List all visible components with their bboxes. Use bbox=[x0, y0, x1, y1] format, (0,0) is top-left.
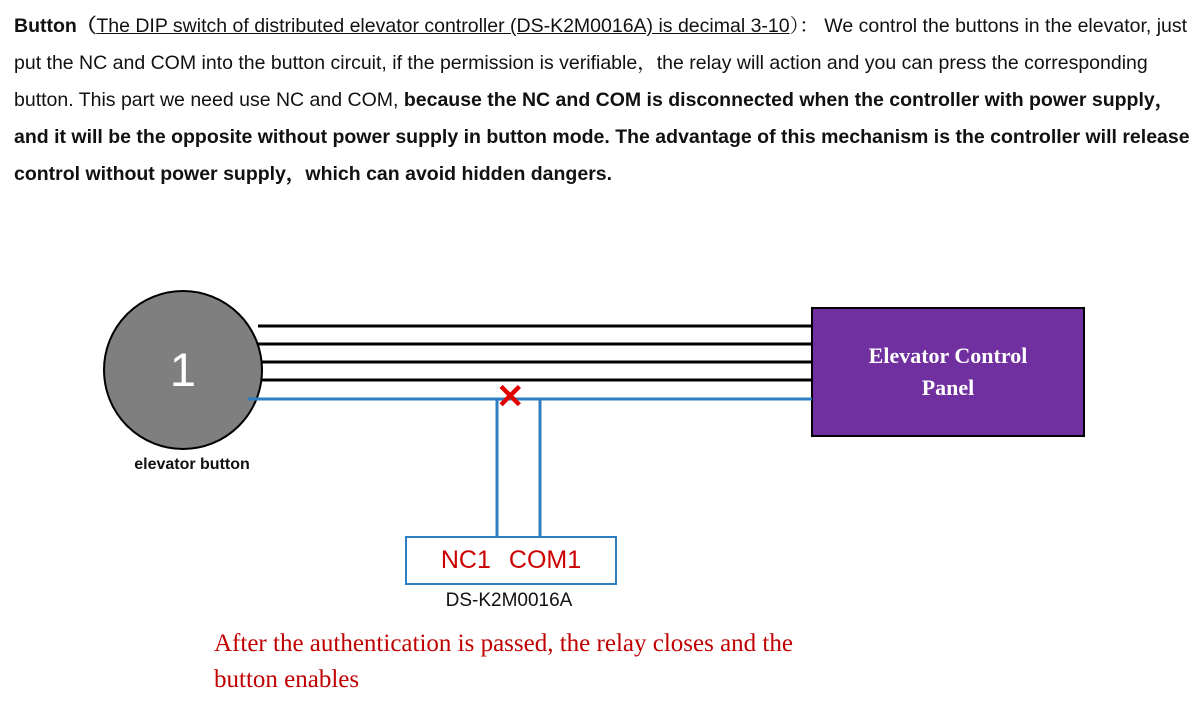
diagram-caption bbox=[214, 626, 1034, 699]
panel-label-line-2: Panel bbox=[921, 375, 975, 400]
caption-line-1: After the authentication is passed, the relay closes and the bbox=[214, 630, 793, 657]
elevator-control-panel-box bbox=[812, 308, 1084, 436]
caption-line-2: button enables bbox=[214, 666, 360, 694]
elevator-button-label: elevator button bbox=[134, 456, 250, 473]
paragraph-underlined-note: The DIP switch of distributed elevator controller (DS-K2M0016A) is decimal 3-10 bbox=[96, 15, 790, 37]
panel-label-line-1: Elevator Control bbox=[868, 343, 1028, 369]
paragraph-body-text: We control the buttons in the elevator, just put the NC and COM into the button circuit, if the permission is verifiable，the relay will action and you can press the corresponding button. This part we need use NC and COM, bbox=[14, 15, 1188, 112]
black-wire-group bbox=[248, 326, 812, 380]
description-paragraph bbox=[14, 8, 1192, 193]
paragraph-bold-text: because the NC and COM is disconnected when the controller with power supply，and it will be the opposite without power supply in button mode. The advantage of this mechanism is the controller will release control without power supply，which can avoid hidden dangers. bbox=[14, 89, 1190, 186]
device-model-label: DS-K2M0016A bbox=[445, 590, 573, 611]
elevator-button-number: 1 bbox=[169, 343, 197, 396]
relay-terminal-com1-label: COM1 bbox=[508, 546, 582, 574]
relay-terminal-nc1-label: NC1 bbox=[440, 546, 491, 574]
x-mark-icon: ✕ bbox=[496, 378, 525, 416]
wiring-diagram bbox=[0, 268, 1200, 712]
paragraph-paren-close: ）： bbox=[789, 15, 819, 37]
blue-wire-group bbox=[248, 399, 812, 536]
relay-terminal-box bbox=[405, 536, 617, 585]
paragraph-lead-label: Button bbox=[14, 15, 77, 37]
paragraph-paren-open: （ bbox=[76, 15, 97, 37]
